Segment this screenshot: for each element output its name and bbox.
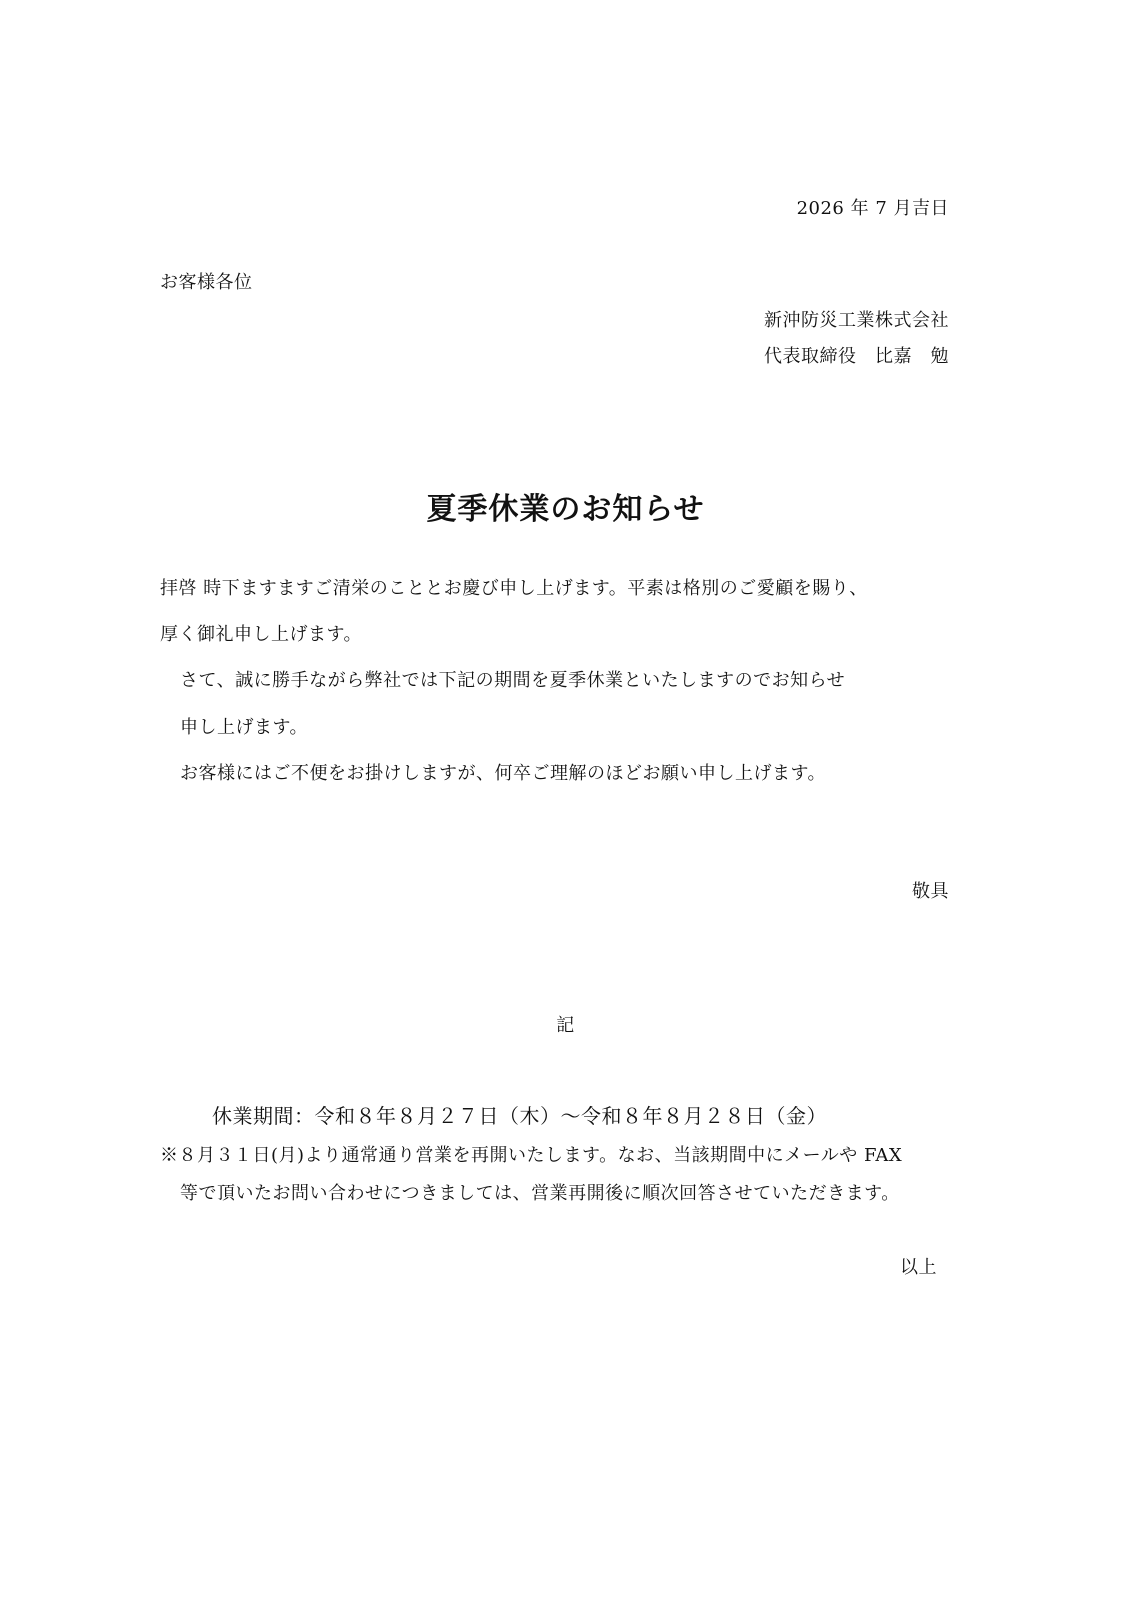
notice-line-1: さて、誠に勝手ながら弊社では下記の期間を夏季休業といたしますのでお知らせ — [180, 670, 846, 691]
letter-date: 2026 年 7 月吉日 — [796, 198, 949, 219]
note-line-1: ※８月３１日(月)より通常通り営業を再開いたします。なお、当該期間中にメールや FAX — [160, 1145, 903, 1166]
closing-keigu: 敬具 — [912, 881, 949, 902]
greeting-line-2: 厚く御礼申し上げます。 — [160, 624, 363, 645]
closing-ijou: 以上 — [900, 1257, 937, 1278]
page-title: 夏季休業のお知らせ — [426, 492, 705, 527]
notice-line-2: 申し上げます。 — [180, 717, 309, 738]
apology-line: お客様にはご不便をお掛けしますが、何卒ご理解のほどお願い申し上げます。 — [180, 763, 827, 784]
greeting-line-1: 拝啓 時下ますますご清栄のこととお慶び申し上げます。平素は格別のご愛顧を賜り、 — [160, 578, 868, 599]
ki-heading: 記 — [556, 1015, 575, 1036]
note-line-2: 等で頂いたお問い合わせにつきましては、営業再開後に順次回答させていただきます。 — [180, 1183, 900, 1204]
sender-representative: 代表取締役 比嘉 勉 — [764, 346, 949, 367]
sender-company: 新沖防災工業株式会社 — [764, 310, 949, 331]
holiday-period: 休業期間：令和８年８月２７日（木）～令和８年８月２８日（金） — [212, 1104, 827, 1128]
recipient: お客様各位 — [160, 272, 253, 293]
